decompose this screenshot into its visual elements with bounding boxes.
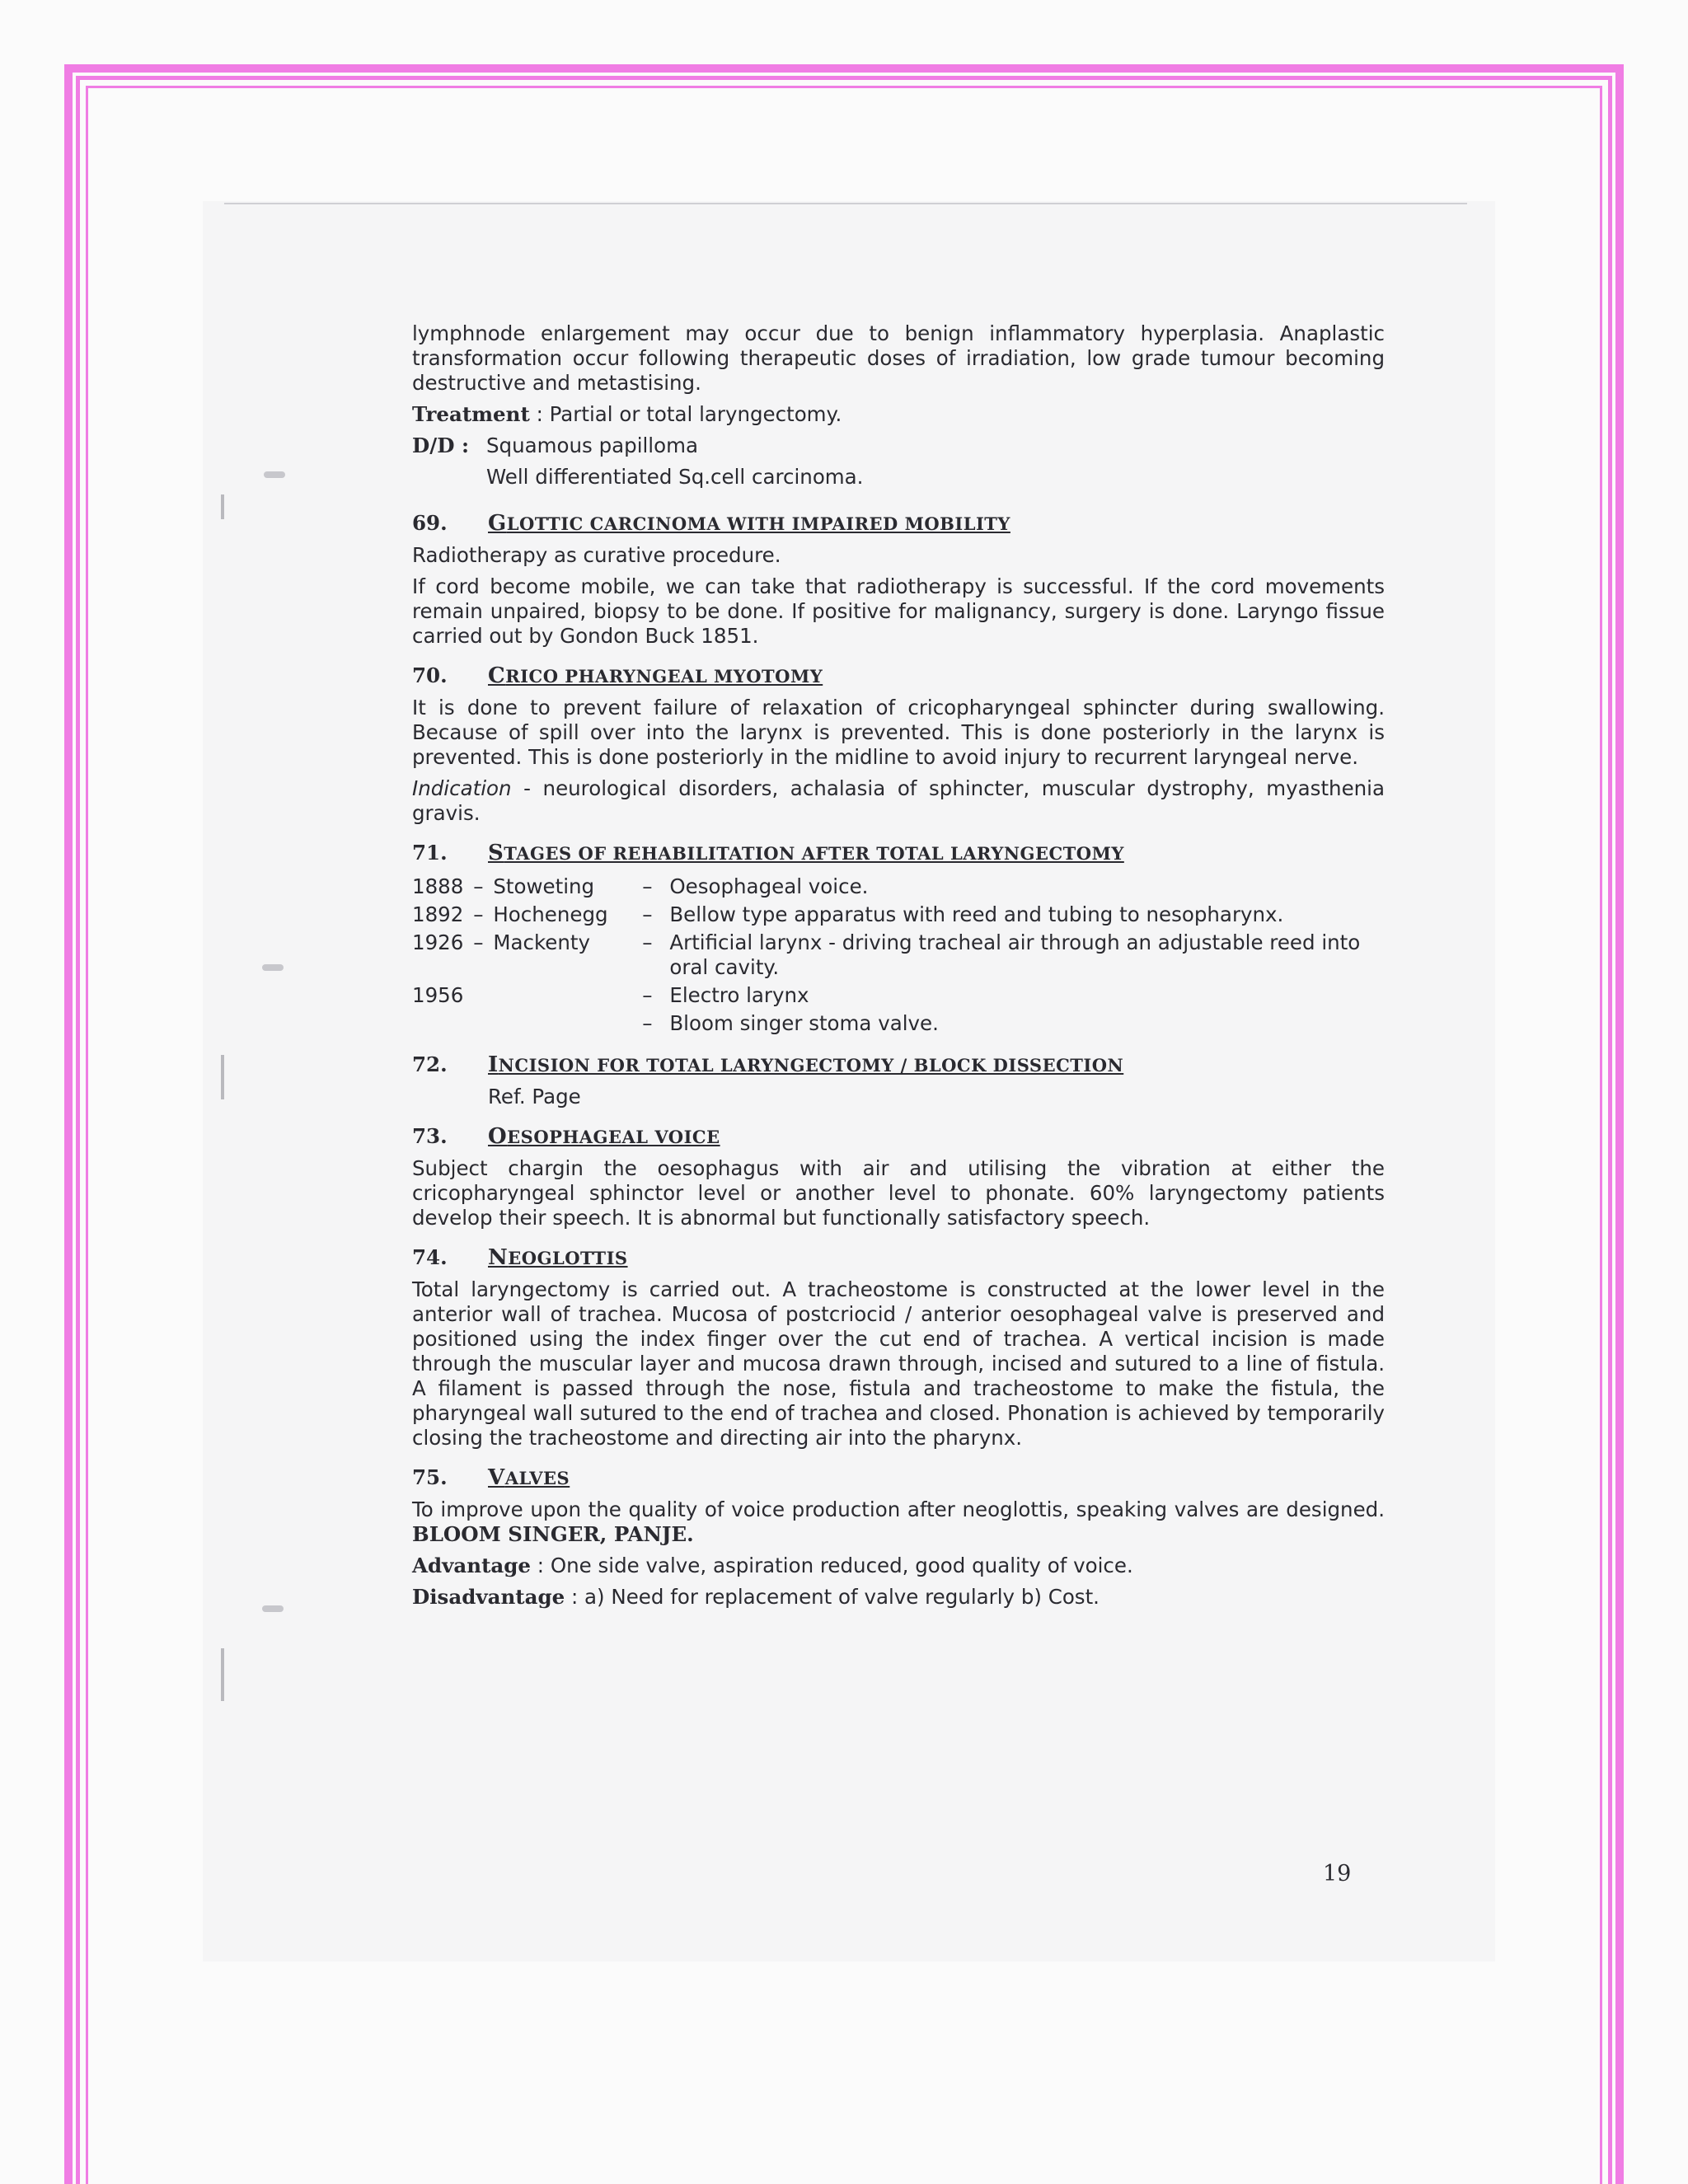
dash: – bbox=[642, 874, 653, 898]
stage-name: Stoweting bbox=[493, 874, 595, 898]
section-title: INCISION FOR TOTAL LARYNGECTOMY / BLOCK DISSECTION bbox=[488, 1052, 1124, 1077]
disadvantage-text: : a) Need for replacement of valve regularly b) Cost. bbox=[570, 1585, 1100, 1609]
dd-label: D/D : bbox=[412, 434, 470, 457]
scan-margin-mark bbox=[221, 1648, 224, 1701]
stage-description: Artificial larynx - driving tracheal air through an adjustable reed into oral cavity. bbox=[669, 930, 1361, 979]
section-70-paragraph: It is done to prevent failure of relaxation of cricopharyngeal sphincter during swallowing. Because of spill over into the larynx is prevented. This is done posteriorly in the larynx is prevented. This is done posteriorly in the midline to avoid injury to recurrent laryngeal nerve. bbox=[412, 696, 1385, 769]
treatment-text: Partial or total laryngectomy. bbox=[549, 402, 842, 426]
dd-line bbox=[412, 434, 1385, 458]
section-number: 69. bbox=[412, 511, 448, 535]
stage-year bbox=[412, 1010, 463, 1038]
stage-name: Mackenty bbox=[493, 930, 591, 954]
section-71-heading bbox=[412, 841, 1385, 866]
dash: – bbox=[642, 902, 653, 926]
section-title: GLOTTIC CARCINOMA WITH IMPAIRED MOBILITY bbox=[488, 511, 1010, 536]
dd-item: Squamous papilloma bbox=[486, 434, 698, 457]
indication-text: - neurological disorders, achalasia of sphincter, muscular dystrophy, myasthenia gravis. bbox=[412, 776, 1385, 825]
rehabilitation-stages-table bbox=[412, 873, 1385, 1038]
section-number: 75. bbox=[412, 1465, 448, 1489]
stage-description: Bellow type apparatus with reed and tubing to nesopharynx. bbox=[669, 902, 1284, 926]
dd-item: Well differentiated Sq.cell carcinoma. bbox=[486, 465, 864, 489]
dash: – bbox=[473, 930, 484, 954]
section-number: 70. bbox=[412, 663, 448, 687]
section-title: VALVES bbox=[488, 1465, 570, 1490]
stage-name: Hochenegg bbox=[493, 902, 608, 926]
table-row bbox=[412, 982, 1385, 1010]
stage-year: 1888 bbox=[412, 874, 464, 898]
valves-text: To improve upon the quality of voice production after neoglottis, speaking valves are designed. bbox=[412, 1497, 1385, 1521]
scan-smudge bbox=[262, 1605, 284, 1612]
scan-top-rule bbox=[224, 203, 1467, 204]
section-74-paragraph: Total laryngectomy is carried out. A tracheostome is constructed at the lower level in the anterior wall of trachea. Mucosa of postcriocid / anterior oesophageal valve is preserved and positioned using the index finger over the cut end of trachea. A vertical incision is made through the muscular layer and mucosa drawn through, incised and sutured to a line of fistula. A filament is passed through the nose, fistula and tracheostome to make the fistula, the pharyngeal wall sutured to the end of trachea and closed. Phonation is achieved by temporarily closing the tracheostome and directing air into the pharynx. bbox=[412, 1277, 1385, 1450]
reference-text: Ref. Page bbox=[488, 1085, 581, 1108]
section-title: CRICO PHARYNGEAL MYOTOMY bbox=[488, 663, 823, 688]
scan-smudge bbox=[262, 964, 284, 971]
dash bbox=[463, 1010, 493, 1038]
section-number: 74. bbox=[412, 1245, 448, 1269]
disadvantage-label: Disadvantage bbox=[412, 1585, 565, 1609]
dash: – bbox=[642, 930, 653, 954]
section-number: 73. bbox=[412, 1124, 448, 1148]
section-75-paragraph bbox=[412, 1497, 1385, 1547]
stage-description: Oesophageal voice. bbox=[669, 874, 869, 898]
section-73-paragraph: Subject chargin the oesophagus with air and utilising the vibration at either the cricopharyngeal sphinctor level or another level to phonate. 60% laryngectomy patients develop their speech. It is abnormal but functionally satisfactory speech. bbox=[412, 1156, 1385, 1230]
section-73-heading bbox=[412, 1124, 1385, 1150]
section-69-heading bbox=[412, 511, 1385, 537]
section-69-paragraph: If cord become mobile, we can take that radiotherapy is successful. If the cord movements remain unpaired, biopsy to be done. If positive for malignancy, surgery is done. Laryngo fissue carried out by Gondon Buck 1851. bbox=[412, 574, 1385, 648]
page-number: 19 bbox=[1323, 1861, 1352, 1886]
stage-description: Bloom singer stoma valve. bbox=[669, 1011, 939, 1035]
advantage-line bbox=[412, 1554, 1385, 1578]
scan-margin-mark bbox=[221, 1055, 224, 1099]
section-70-heading bbox=[412, 663, 1385, 689]
scan-smudge bbox=[264, 471, 285, 478]
treatment-line: Treatment : Partial or total laryngectomy. bbox=[412, 402, 842, 426]
advantage-label: Advantage bbox=[412, 1554, 531, 1577]
advantage-text: : One side valve, aspiration reduced, good quality of voice. bbox=[537, 1554, 1133, 1577]
disadvantage-line bbox=[412, 1585, 1385, 1610]
valves-names: BLOOM SINGER, PANJE. bbox=[412, 1522, 694, 1546]
indication-line bbox=[412, 776, 1385, 826]
stage-name bbox=[493, 1010, 625, 1038]
treatment-label: Treatment bbox=[412, 402, 530, 426]
stage-description: Electro larynx bbox=[669, 983, 809, 1007]
dash: – bbox=[473, 902, 484, 926]
section-title: STAGES OF REHABILITATION AFTER TOTAL LARYNGECTOMY bbox=[488, 841, 1124, 865]
section-number: 71. bbox=[412, 841, 448, 865]
section-69-paragraph: Radiotherapy as curative procedure. bbox=[412, 543, 781, 567]
section-75-heading bbox=[412, 1465, 1385, 1491]
stage-name bbox=[493, 982, 625, 1010]
section-title: OESOPHAGEAL VOICE bbox=[488, 1124, 720, 1149]
table-row bbox=[412, 901, 1385, 929]
stage-year: 1956 bbox=[412, 983, 464, 1007]
table-row bbox=[412, 929, 1385, 982]
scan-margin-mark bbox=[221, 494, 224, 519]
dash: – bbox=[642, 1011, 653, 1035]
stage-year: 1926 bbox=[412, 930, 464, 954]
section-number: 72. bbox=[412, 1052, 448, 1076]
dash: – bbox=[473, 874, 484, 898]
section-72-heading bbox=[412, 1052, 1385, 1078]
section-title: NEOGLOTTIS bbox=[488, 1245, 628, 1270]
indication-label: Indication bbox=[412, 776, 512, 800]
section-74-heading bbox=[412, 1245, 1385, 1271]
table-row bbox=[412, 1010, 1385, 1038]
table-row bbox=[412, 873, 1385, 901]
document-body bbox=[412, 321, 1385, 1610]
stage-year: 1892 bbox=[412, 902, 464, 926]
dash bbox=[463, 982, 493, 1010]
intro-paragraph: lymphnode enlargement may occur due to benign inflammatory hyperplasia. Anaplastic transformation occur following therapeutic doses of irradiation, low grade tumour becoming destructive and metastising. bbox=[412, 321, 1385, 395]
dash: – bbox=[642, 983, 653, 1007]
